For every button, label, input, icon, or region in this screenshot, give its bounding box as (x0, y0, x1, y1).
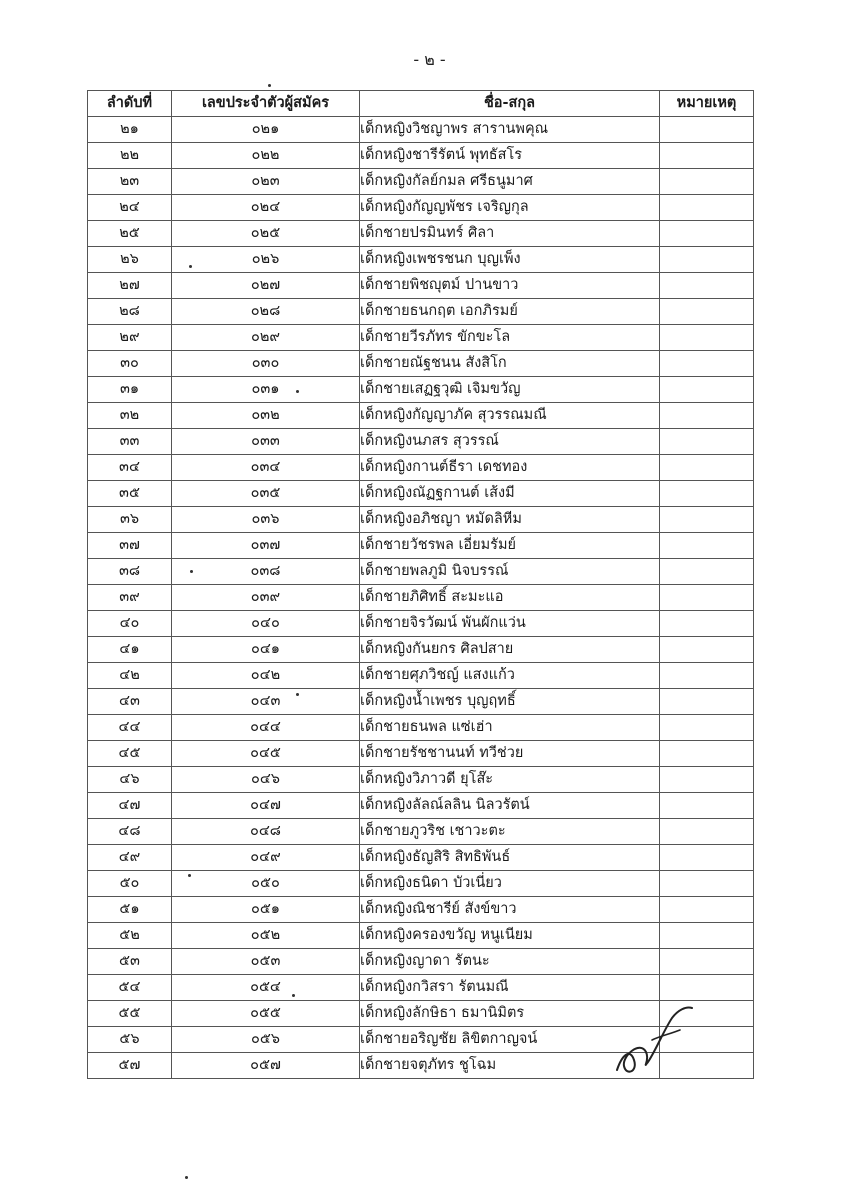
table-row (88, 143, 754, 169)
row-applicant-number: ๐๒๘ (172, 299, 360, 325)
row-sequence: ๓๔ (88, 455, 172, 481)
row-applicant-number: ๐๓๘ (172, 559, 360, 585)
row-applicant-number: ๐๒๕ (172, 221, 360, 247)
row-sequence: ๓๘ (88, 559, 172, 585)
row-applicant-number: ๐๕๖ (172, 1027, 360, 1053)
row-full-name: เด็กชายธนพล แซ่เฮ่า (360, 715, 660, 741)
row-sequence: ๕๗ (88, 1053, 172, 1079)
row-remarks (660, 351, 754, 377)
row-full-name: เด็กชายรัชชานนท์ ทวีช่วย (360, 741, 660, 767)
table-row (88, 429, 754, 455)
row-remarks (660, 975, 754, 1001)
table-row (88, 195, 754, 221)
row-sequence: ๓๒ (88, 403, 172, 429)
row-full-name: เด็กหญิงวิชญาพร สารานพคุณ (360, 117, 660, 143)
table-row (88, 455, 754, 481)
row-full-name: เด็กชายศุภวิชญ์ แสงแก้ว (360, 663, 660, 689)
table-row (88, 117, 754, 143)
header-sequence: ลำดับที่ (88, 91, 172, 117)
row-remarks (660, 143, 754, 169)
table-row (88, 949, 754, 975)
row-sequence: ๓๙ (88, 585, 172, 611)
row-remarks (660, 715, 754, 741)
row-sequence: ๒๙ (88, 325, 172, 351)
row-full-name: เด็กชายพิชญุตม์ ปานขาว (360, 273, 660, 299)
row-full-name: เด็กหญิงกวิสรา รัตนมณี (360, 975, 660, 1001)
row-applicant-number: ๐๕๒ (172, 923, 360, 949)
table-row (88, 299, 754, 325)
applicant-table (87, 90, 754, 1079)
row-remarks (660, 169, 754, 195)
row-full-name: เด็กหญิงลักษิธา ธมานิมิตร (360, 1001, 660, 1027)
row-full-name: เด็กหญิงกัลย์กมล ศรีธนูมาศ (360, 169, 660, 195)
row-applicant-number: ๐๕๓ (172, 949, 360, 975)
row-remarks (660, 195, 754, 221)
scan-speck (296, 390, 299, 393)
row-applicant-number: ๐๓๗ (172, 533, 360, 559)
table-row (88, 897, 754, 923)
row-applicant-number: ๐๕๗ (172, 1053, 360, 1079)
row-remarks (660, 117, 754, 143)
scan-speck (188, 874, 191, 877)
table-row (88, 247, 754, 273)
row-sequence: ๔๘ (88, 819, 172, 845)
row-sequence: ๕๐ (88, 871, 172, 897)
row-applicant-number: ๐๓๕ (172, 481, 360, 507)
row-sequence: ๒๘ (88, 299, 172, 325)
row-sequence: ๕๖ (88, 1027, 172, 1053)
table-row (88, 819, 754, 845)
table-row (88, 351, 754, 377)
row-remarks (660, 689, 754, 715)
row-sequence: ๓๕ (88, 481, 172, 507)
row-applicant-number: ๐๒๒ (172, 143, 360, 169)
table-row (88, 325, 754, 351)
row-full-name: เด็กชายวีรภัทร ขักขะโล (360, 325, 660, 351)
table-row (88, 221, 754, 247)
row-full-name: เด็กชายวัชรพล เอี่ยมรัมย์ (360, 533, 660, 559)
row-sequence: ๒๖ (88, 247, 172, 273)
row-sequence: ๒๓ (88, 169, 172, 195)
table-row (88, 403, 754, 429)
row-sequence: ๒๗ (88, 273, 172, 299)
scan-speck (185, 1176, 188, 1179)
scan-speck (268, 84, 271, 87)
table-row (88, 637, 754, 663)
row-sequence: ๓๖ (88, 507, 172, 533)
row-remarks (660, 585, 754, 611)
row-applicant-number: ๐๔๐ (172, 611, 360, 637)
header-applicant-number: เลขประจำตัวผู้สมัคร (172, 91, 360, 117)
row-remarks (660, 845, 754, 871)
table-row (88, 273, 754, 299)
row-sequence: ๓๓ (88, 429, 172, 455)
table-row (88, 741, 754, 767)
row-applicant-number: ๐๔๓ (172, 689, 360, 715)
row-remarks (660, 923, 754, 949)
row-remarks (660, 819, 754, 845)
table-row (88, 689, 754, 715)
row-applicant-number: ๐๓๐ (172, 351, 360, 377)
table-row (88, 377, 754, 403)
row-full-name: เด็กชายธนกฤต เอกภิรมย์ (360, 299, 660, 325)
row-full-name: เด็กหญิงณัฏฐกานต์ เส้งมี (360, 481, 660, 507)
row-remarks (660, 273, 754, 299)
table-row (88, 559, 754, 585)
row-remarks (660, 481, 754, 507)
row-remarks (660, 247, 754, 273)
row-full-name: เด็กหญิงธัญสิริ สิทธิพันธ์ (360, 845, 660, 871)
scan-speck (190, 570, 193, 573)
table-row (88, 507, 754, 533)
table-row (88, 481, 754, 507)
row-full-name: เด็กหญิงลัลณ์ลลิน นิลวรัตน์ (360, 793, 660, 819)
row-sequence: ๔๒ (88, 663, 172, 689)
row-applicant-number: ๐๔๗ (172, 793, 360, 819)
row-remarks (660, 767, 754, 793)
row-sequence: ๔๗ (88, 793, 172, 819)
row-applicant-number: ๐๓๔ (172, 455, 360, 481)
row-remarks (660, 871, 754, 897)
row-remarks (660, 377, 754, 403)
row-applicant-number: ๐๔๒ (172, 663, 360, 689)
row-full-name: เด็กหญิงน้ำเพชร บุญฤทธิ์ (360, 689, 660, 715)
row-sequence: ๔๙ (88, 845, 172, 871)
row-sequence: ๔๑ (88, 637, 172, 663)
row-full-name: เด็กหญิงกัญญพัชร เจริญกุล (360, 195, 660, 221)
row-applicant-number: ๐๒๗ (172, 273, 360, 299)
row-applicant-number: ๐๔๘ (172, 819, 360, 845)
row-full-name: เด็กชายภูวริช เชาวะตะ (360, 819, 660, 845)
row-applicant-number: ๐๓๙ (172, 585, 360, 611)
row-full-name: เด็กชายภิศิทธิ์ สะมะแอ (360, 585, 660, 611)
scan-speck (292, 994, 295, 997)
scan-speck (189, 265, 192, 268)
row-applicant-number: ๐๔๑ (172, 637, 360, 663)
row-full-name: เด็กหญิงอภิชญา หมัดลิหีม (360, 507, 660, 533)
row-full-name: เด็กชายเสฏฐวุฒิ เจิมขวัญ (360, 377, 660, 403)
table-row (88, 663, 754, 689)
row-full-name: เด็กหญิงนภสร สุวรรณ์ (360, 429, 660, 455)
table-row (88, 767, 754, 793)
handwritten-signature (612, 1000, 702, 1080)
row-applicant-number: ๐๕๕ (172, 1001, 360, 1027)
row-remarks (660, 507, 754, 533)
row-full-name: เด็กชายพลภูมิ นิจบรรณ์ (360, 559, 660, 585)
table-row (88, 923, 754, 949)
row-applicant-number: ๐๓๒ (172, 403, 360, 429)
row-full-name: เด็กหญิงกานต์ธีรา เดชทอง (360, 455, 660, 481)
row-sequence: ๓๑ (88, 377, 172, 403)
row-applicant-number: ๐๒๓ (172, 169, 360, 195)
row-full-name: เด็กชายณัฐชนน สังสิโก (360, 351, 660, 377)
row-sequence: ๔๐ (88, 611, 172, 637)
row-full-name: เด็กหญิงญาดา รัตนะ (360, 949, 660, 975)
table-row (88, 169, 754, 195)
row-sequence: ๒๕ (88, 221, 172, 247)
table-row (88, 533, 754, 559)
row-remarks (660, 897, 754, 923)
header-remarks: หมายเหตุ (660, 91, 754, 117)
row-sequence: ๓๐ (88, 351, 172, 377)
row-applicant-number: ๐๕๔ (172, 975, 360, 1001)
row-applicant-number: ๐๓๓ (172, 429, 360, 455)
row-applicant-number: ๐๔๖ (172, 767, 360, 793)
row-remarks (660, 533, 754, 559)
row-sequence: ๒๔ (88, 195, 172, 221)
row-remarks (660, 949, 754, 975)
row-sequence: ๕๑ (88, 897, 172, 923)
row-sequence: ๒๒ (88, 143, 172, 169)
row-sequence: ๔๓ (88, 689, 172, 715)
row-remarks (660, 221, 754, 247)
row-full-name: เด็กชายจตุภัทร ชูโฉม (360, 1053, 660, 1079)
row-applicant-number: ๐๔๔ (172, 715, 360, 741)
row-full-name: เด็กชายปรมินทร์ ศิลา (360, 221, 660, 247)
row-full-name: เด็กชายอริญชัย ลิขิตกาญจน์ (360, 1027, 660, 1053)
row-sequence: ๓๗ (88, 533, 172, 559)
table-body (88, 117, 754, 1079)
scan-speck (296, 693, 299, 696)
row-sequence: ๒๑ (88, 117, 172, 143)
row-applicant-number: ๐๒๔ (172, 195, 360, 221)
row-full-name: เด็กชายจิรวัฒน์ พันผักแว่น (360, 611, 660, 637)
row-full-name: เด็กหญิงกันยกร ศิลปสาย (360, 637, 660, 663)
table-header-row (88, 91, 754, 117)
row-full-name: เด็กหญิงวิภาวดี ยุโส๊ะ (360, 767, 660, 793)
row-applicant-number: ๐๒๖ (172, 247, 360, 273)
row-sequence: ๕๒ (88, 923, 172, 949)
row-sequence: ๕๓ (88, 949, 172, 975)
table-row (88, 715, 754, 741)
row-remarks (660, 793, 754, 819)
row-applicant-number: ๐๕๑ (172, 897, 360, 923)
row-remarks (660, 559, 754, 585)
row-remarks (660, 741, 754, 767)
row-sequence: ๕๕ (88, 1001, 172, 1027)
row-remarks (660, 299, 754, 325)
row-remarks (660, 403, 754, 429)
row-applicant-number: ๐๒๑ (172, 117, 360, 143)
row-full-name: เด็กหญิงธนิดา บัวเนี่ยว (360, 871, 660, 897)
row-full-name: เด็กหญิงกัญญาภัค สุวรรณมณี (360, 403, 660, 429)
table-row (88, 845, 754, 871)
row-applicant-number: ๐๓๑ (172, 377, 360, 403)
row-full-name: เด็กหญิงณิชารีย์ สังข์ขาว (360, 897, 660, 923)
row-applicant-number: ๐๕๐ (172, 871, 360, 897)
table-row (88, 611, 754, 637)
row-applicant-number: ๐๒๙ (172, 325, 360, 351)
row-sequence: ๔๔ (88, 715, 172, 741)
row-sequence: ๔๖ (88, 767, 172, 793)
row-applicant-number: ๐๓๖ (172, 507, 360, 533)
table-row (88, 793, 754, 819)
header-full-name: ชื่อ-สกุล (360, 91, 660, 117)
row-sequence: ๔๕ (88, 741, 172, 767)
row-remarks (660, 455, 754, 481)
row-remarks (660, 611, 754, 637)
table-row (88, 585, 754, 611)
row-full-name: เด็กหญิงชารีรัตน์ พุทธัสโร (360, 143, 660, 169)
page-number: - ๒ - (413, 50, 446, 69)
row-remarks (660, 429, 754, 455)
row-applicant-number: ๐๔๙ (172, 845, 360, 871)
row-remarks (660, 637, 754, 663)
row-applicant-number: ๐๔๕ (172, 741, 360, 767)
row-full-name: เด็กหญิงเพชรชนก บุญเพ็ง (360, 247, 660, 273)
row-remarks (660, 663, 754, 689)
row-full-name: เด็กหญิงครองขวัญ หนูเนียม (360, 923, 660, 949)
table-row (88, 975, 754, 1001)
row-sequence: ๕๔ (88, 975, 172, 1001)
row-remarks (660, 325, 754, 351)
